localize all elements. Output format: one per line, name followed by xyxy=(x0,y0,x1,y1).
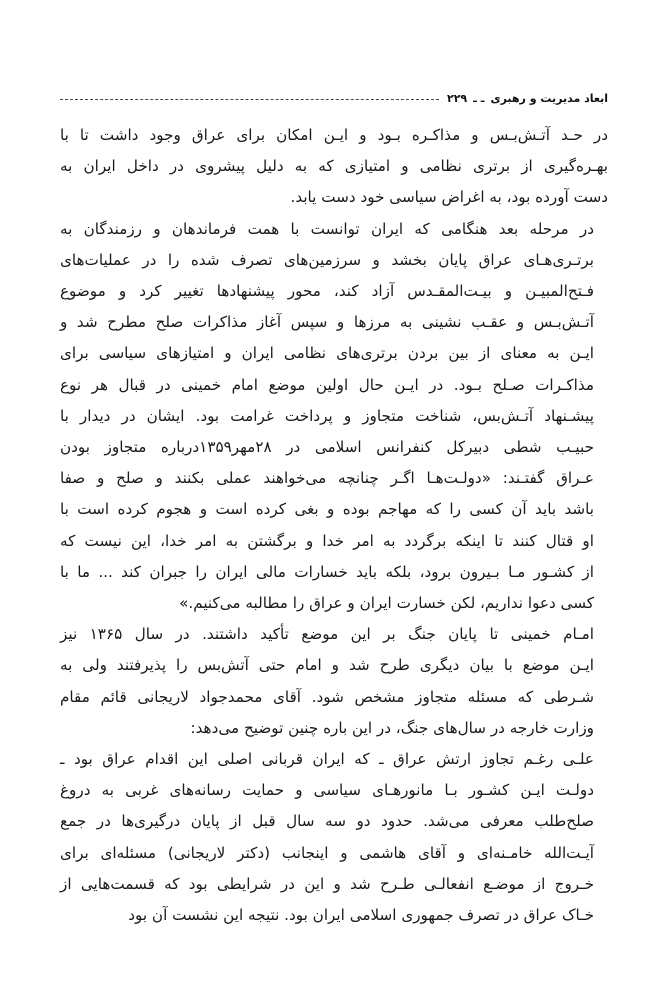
text-line: آتـش‌بـس و عقـب نشینی به مرزها و سپس آغاز مذاکرات صلح مطرح شد و xyxy=(60,313,594,332)
text-line: عـراق گفتـند: «دولـت‌هـا اگـر چنانچه می‌خواهند عملی بکنند و صلح و صفا xyxy=(60,469,594,488)
text-line: در مرحله بعد هنگامی که ایران توانست با همت فرماندهان و رزمندگان به xyxy=(60,219,594,238)
text-line: در حـد آتـش‌بـس و مذاکـره بـود و ایـن امکان برای عراق وجود داشت تا با xyxy=(60,126,608,144)
text-line: علـی رغـم تجاوز ارتش عراق ـ که ایران قربانی اصلی این اقدام عراق بود ـ xyxy=(60,750,594,769)
text-line: دست آورده بود، به اغراض سیاسی خود دست یابد. xyxy=(290,188,608,207)
text-line: دولـت ایـن کشـور بـا مانورهـای سیاسی و حمایت رسانه‌های غربی به دروغ xyxy=(60,781,594,800)
book-title: ابعاد مدیریت و رهبری xyxy=(490,91,608,105)
page-number: ۲۲۹ xyxy=(446,91,468,105)
running-header xyxy=(60,88,608,108)
paragraph xyxy=(60,619,608,744)
body-text xyxy=(60,120,608,931)
text-line: خـروج از موضـع انفعالـی طـرح شد و این در شرایطی بود که قسمت‌هایی از xyxy=(60,874,594,893)
paragraph xyxy=(60,214,608,620)
text-line: وزارت خارجه در سال‌های جنگ، در این باره چنین توضیح می‌دهد: xyxy=(190,718,594,737)
text-line: ایـن به معنای از بین بردن برتری‌های نظامی ایران و امتیازهای سیاسی برای xyxy=(60,344,594,363)
text-line: ایـن موضع با بیان دیگری طرح شد و امام حتی آتش‌بس را پذیرفتند ولی به xyxy=(60,656,594,675)
header-separator: ـ ـ xyxy=(473,91,485,105)
text-line: مذاکـرات صـلح بـود. در ایـن حال اولین موضع امام خمینی در قبال هر نوع xyxy=(60,375,594,394)
text-line: پیشـنهاد آتـش‌بس، شناخت متجاوز و پرداخت غرامت بود. ایشان در دیدار با xyxy=(60,406,594,425)
paragraph xyxy=(60,744,608,931)
text-line: برتـری‌هـای عراق پایان بخشد و سرزمین‌های تصرف شده را در عملیات‌های xyxy=(60,250,594,269)
text-line: آیـت‌الله خامـنه‌ای و آقای هاشمی و اینجانب (دکتر لاریجانی) مسئله‌ای برای xyxy=(60,843,594,862)
text-line: شـرطی که مسئله متجاوز مشخص شود. آقای محمدجواد لاریجانی قائم مقام xyxy=(60,687,594,706)
text-line: امـام خمینی تا پایان جنگ بر این موضع تأکید داشتند. در سال ۱۳۶۵ نیز xyxy=(60,625,594,644)
text-line: فـتح‌المبیـن و بیـت‌المقـدس آزاد کند، محور پیشنهادها تغییر کرد و موضوع xyxy=(60,282,594,301)
text-line: کسی دعوا نداریم، لکن خسارت ایران و عراق را مطالبه می‌کنیم.» xyxy=(179,594,594,613)
text-line: بهـره‌گیری از برتری نظامی و امتیازی که به دلیل پیشروی در داخل ایران به xyxy=(60,157,608,176)
paragraph xyxy=(60,120,608,214)
text-line: او قتال کنند تا اینکه برگردد به امر خدا و برگشتن به امر خدا، این نیست که xyxy=(60,531,594,550)
text-line: از کشـور مـا بـیرون برود، بلکه باید خسارات مالی ایران را جبران کند ... ما با xyxy=(60,562,594,581)
text-line: صلح‌طلب معرفی می‌شد. حدود دو سه سال قبل از پایان درگیری‌ها در جمع xyxy=(60,812,594,831)
text-line: حبیـب شطی دبیرکل کنفرانس اسلامی در ۲۸مهر۱۳۵۹درباره متجاوز بودن xyxy=(60,438,594,457)
header-rule xyxy=(60,99,439,100)
text-line: باشد باید آن کسی را که مهاجم بوده و بغی کرده است و هجوم کرده است با xyxy=(60,500,594,519)
text-line: خـاک عراق در تصرف جمهوری اسلامی ایران بود. نتیجه این نشست آن بود xyxy=(128,906,594,925)
